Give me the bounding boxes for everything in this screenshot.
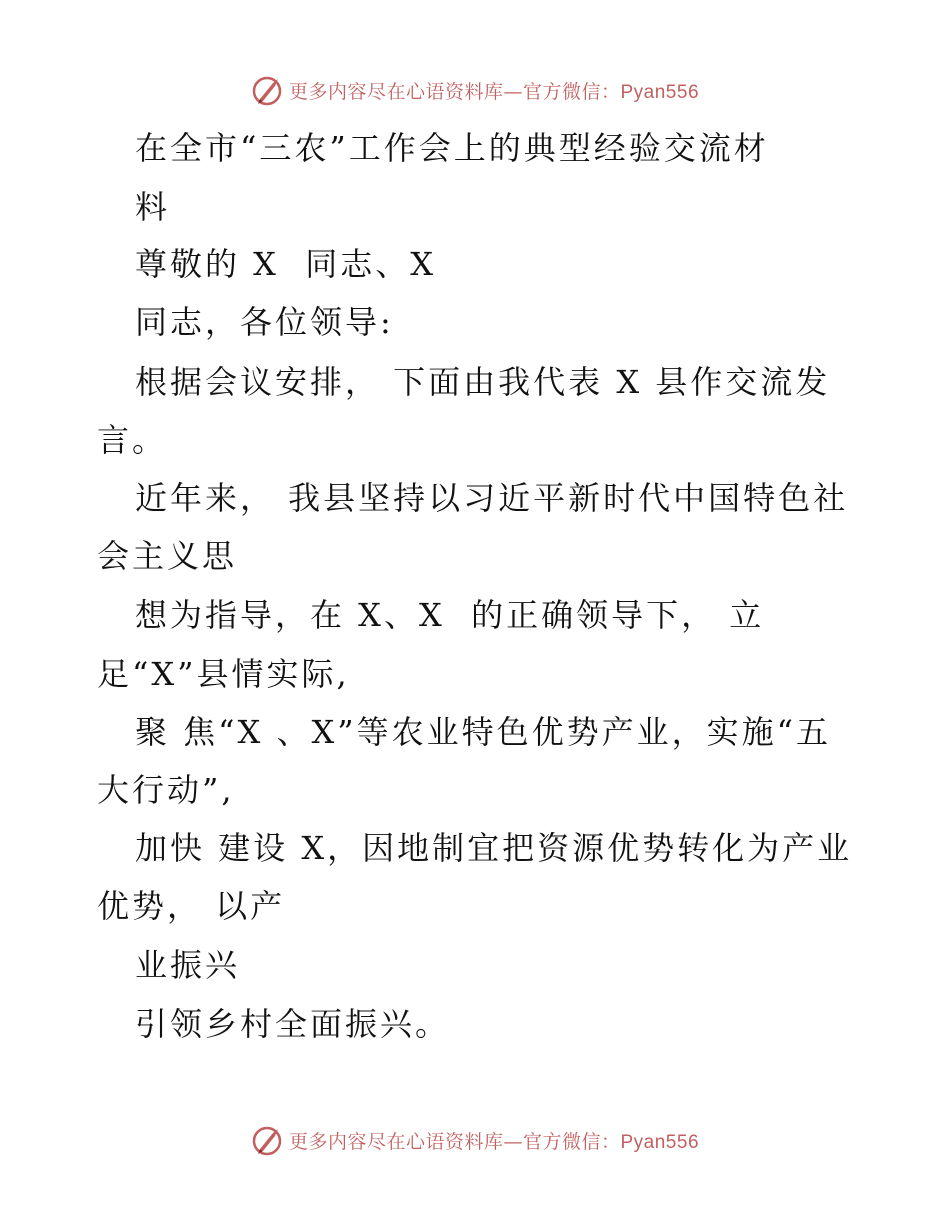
paragraph-line: 足“X”县情实际, (97, 655, 350, 693)
paragraph-line: 言。 (97, 421, 168, 459)
paragraph-line: 引领乡村全面振兴。 (135, 1005, 451, 1043)
watermark-text: 更多内容尽在心语资料库—官方微信：Pyan556 (288, 1130, 700, 1153)
doc-title-line-2: 料 (135, 188, 171, 226)
fountain-pen-logo-icon (251, 1123, 285, 1157)
watermark-text: 更多内容尽在心语资料库—官方微信：Pyan556 (288, 80, 700, 103)
paragraph-line: 近年来， 我县坚持以习近平新时代中国特色社 (135, 479, 849, 517)
paragraph-line: 优势， 以产 (97, 887, 286, 925)
header-watermark (0, 70, 950, 110)
paragraph-line: 大行动”, (97, 771, 235, 809)
paragraph-line: 根据会议安排， 下面由我代表 X 县作交流发 (135, 363, 831, 401)
fountain-pen-logo-icon (251, 73, 285, 107)
wechat-id: Pyan556 (620, 81, 700, 103)
paragraph-line: 加快 建设 X，因地制宜把资源优势转化为产业 (135, 829, 853, 867)
paragraph-line: 想为指导，在 X、X 的正确领导下， 立 (135, 596, 765, 634)
salutation-line-2: 同志，各位领导: (135, 303, 394, 341)
salutation-line-1: 尊敬的 X 同志、X (135, 245, 437, 283)
footer-watermark (0, 1120, 950, 1160)
doc-title-line-1: 在全市“三农”工作会上的典型经验交流材 (135, 129, 769, 167)
wechat-id: Pyan556 (620, 1131, 700, 1153)
paragraph-line: 业振兴 (135, 946, 241, 984)
paragraph-line: 会主义思 (97, 537, 238, 575)
paragraph-line: 聚 焦“X 、X”等农业特色优势产业，实施“五 (135, 713, 831, 751)
